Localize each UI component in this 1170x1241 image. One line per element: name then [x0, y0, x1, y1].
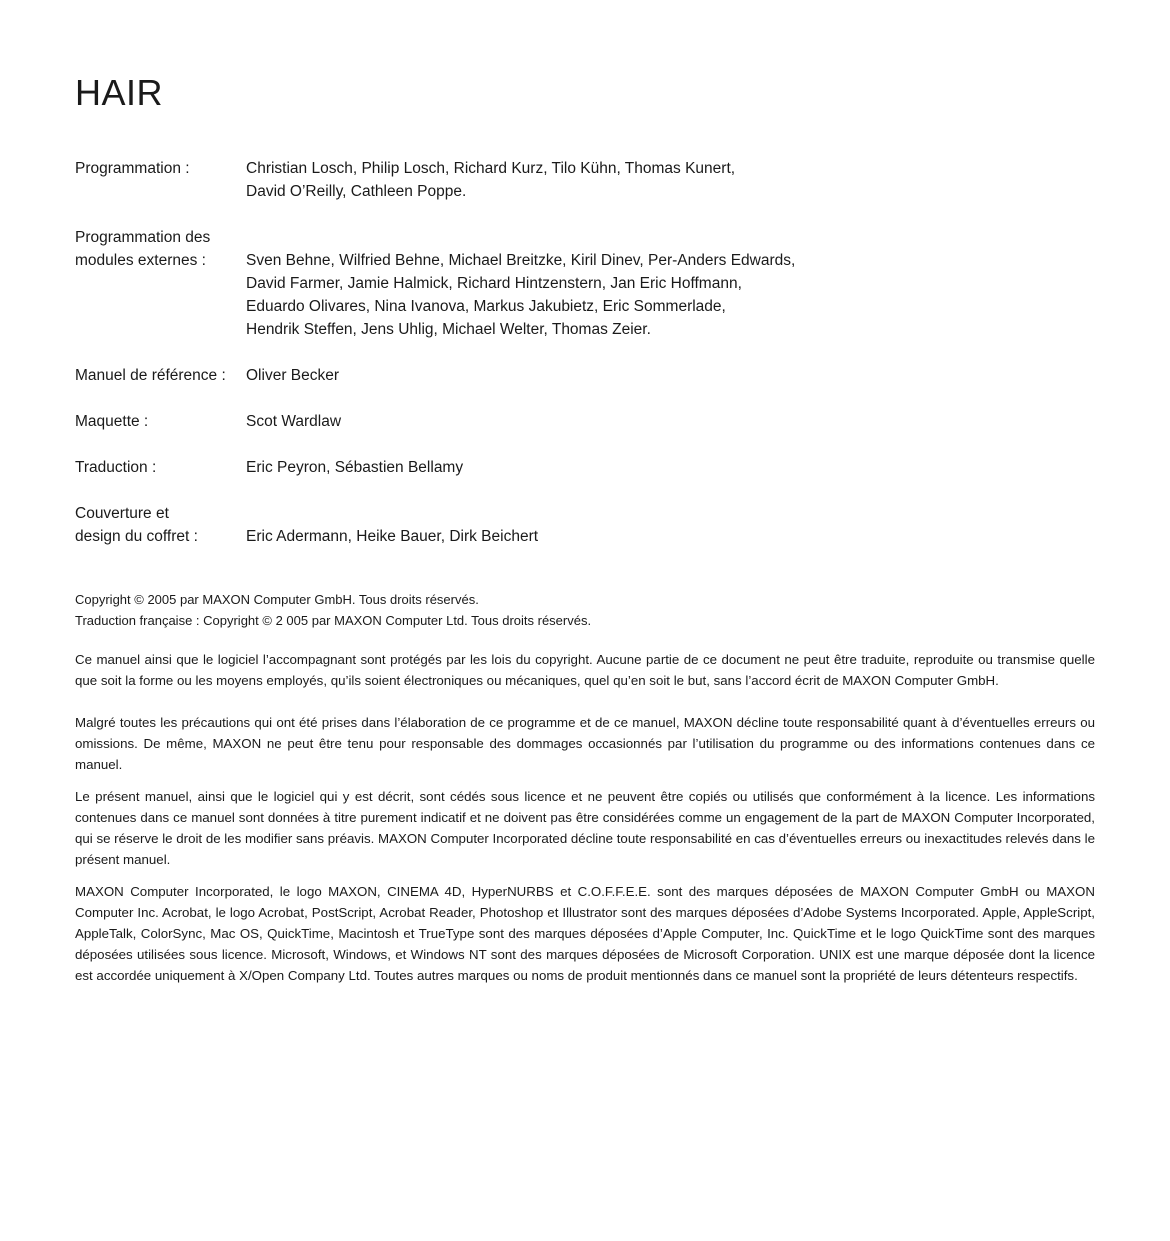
credit-row-programmation: [75, 157, 1095, 203]
credit-label-line: Manuel de référence :: [75, 367, 226, 384]
credit-label-line: Couverture et: [75, 505, 169, 522]
credit-value-line: Eric Adermann, Heike Bauer, Dirk Beichert: [246, 528, 539, 545]
credit-label: [75, 364, 246, 387]
copyright-line: Traduction française : Copyright © 2 005 par MAXON Computer Ltd. Tous droits réservés.: [75, 613, 592, 628]
credit-value-line: Eduardo Olivares, Nina Ivanova, Markus Jakubietz, Eric Sommerlade,: [246, 298, 726, 315]
credit-row-modules-externes: [75, 226, 1095, 341]
credit-value-line: Oliver Becker: [246, 367, 340, 384]
credit-value: [246, 456, 1095, 479]
legal-paragraph: MAXON Computer Incorporated, le logo MAXON, CINEMA 4D, HyperNURBS et C.O.F.F.E.E. sont des marques déposées de MAXON Computer GmbH ou MAXON Computer Inc. Acrobat, le logo Acrobat, PostScript, Acrobat Reader, Photoshop et Illustrator sont des marques déposées d’Adobe Systems Incorporated. Apple, AppleScript, AppleTalk, ColorSync, Mac OS, QuickTime, Macintosh et TrueType sont des marques déposées d’Apple Computer, Inc. QuickTime et le logo QuickTime sont des marques déposées utilisées sous licence. Microsoft, Windows, et Windows NT sont des marques déposées de Microsoft Corporation. UNIX est une marque déposée dont la licence est accordée uniquement à X/Open Company Ltd. Toutes autres marques ou noms de produit mentionnés dans ce manuel sont la propriété de leurs détenteurs respectifs.: [75, 884, 1095, 983]
legal-text: [75, 649, 1095, 997]
credit-value-line: Eric Peyron, Sébastien Bellamy: [246, 459, 464, 476]
credit-value: [246, 157, 1095, 203]
page-title: HAIR: [75, 72, 164, 113]
legal-paragraph: Le présent manuel, ainsi que le logiciel qui y est décrit, sont cédés sous licence et ne peuvent être copiés ou utilisés que conformément à la licence. Les informations contenues dans ce manuel sont données à titre purement indicatif et ne doivent pas être considérées comme un engagement de la part de MAXON Computer Incorporated, qui se réserve le droit de les modifier sans préavis. MAXON Computer Incorporated décline toute responsabilité en cas d’éventuelles erreurs ou inexactitudes relevés dans le présent manuel.: [75, 789, 1095, 867]
credit-value-line: Hendrik Steffen, Jens Uhlig, Michael Welter, Thomas Zeier.: [246, 321, 651, 338]
copyright-notice: [75, 589, 591, 631]
credit-row-couverture: [75, 502, 1095, 548]
credit-label-line: design du coffret :: [75, 528, 198, 545]
credit-value: [246, 410, 1095, 433]
credit-value: [246, 364, 1095, 387]
credit-value-line: David Farmer, Jamie Halmick, Richard Hintzenstern, Jan Eric Hoffmann,: [246, 275, 742, 292]
copyright-line: Copyright © 2005 par MAXON Computer GmbH. Tous droits réservés.: [75, 592, 479, 607]
credit-label: [75, 157, 246, 203]
credit-label: [75, 226, 246, 341]
credit-row-maquette: [75, 410, 1095, 433]
credit-label-line: Traduction :: [75, 459, 157, 476]
credit-label-line: Programmation :: [75, 160, 190, 177]
credit-value: [246, 502, 1095, 548]
credit-value-line: David O’Reilly, Cathleen Poppe.: [246, 183, 467, 200]
credit-value-line: Sven Behne, Wilfried Behne, Michael Breitzke, Kiril Dinev, Per-Anders Edwards,: [246, 252, 796, 269]
legal-paragraph: Ce manuel ainsi que le logiciel l’accompagnant sont protégés par les lois du copyright. Aucune partie de ce document ne peut être traduite, reproduite ou transmise quelle que soit la forme ou les moyens employés, qu’ils soient électroniques ou mécaniques, quel qu’en soit le but, sans l’accord écrit de MAXON Computer GmbH.: [75, 652, 1095, 688]
credit-label-line: Maquette :: [75, 413, 149, 430]
credit-label-line: modules externes :: [75, 252, 206, 269]
credit-label: [75, 456, 246, 479]
credit-value-line: Christian Losch, Philip Losch, Richard Kurz, Tilo Kühn, Thomas Kunert,: [246, 160, 736, 177]
credit-label-line: Programmation des: [75, 229, 211, 246]
credit-row-manuel-reference: [75, 364, 1095, 387]
credit-value-line: Scot Wardlaw: [246, 413, 342, 430]
credit-label: [75, 410, 246, 433]
legal-paragraph: Malgré toutes les précautions qui ont été prises dans l’élaboration de ce programme et de ce manuel, MAXON décline toute responsabilité quant à d’éventuelles erreurs ou omissions. De même, MAXON ne peut être tenu pour responsable des dommages occasionnés par l’utilisation du programme ou des informations contenues dans ce manuel.: [75, 715, 1095, 772]
credits-section: [75, 157, 1095, 571]
credit-value: [246, 226, 1095, 341]
credit-row-traduction: [75, 456, 1095, 479]
credit-label: [75, 502, 246, 548]
